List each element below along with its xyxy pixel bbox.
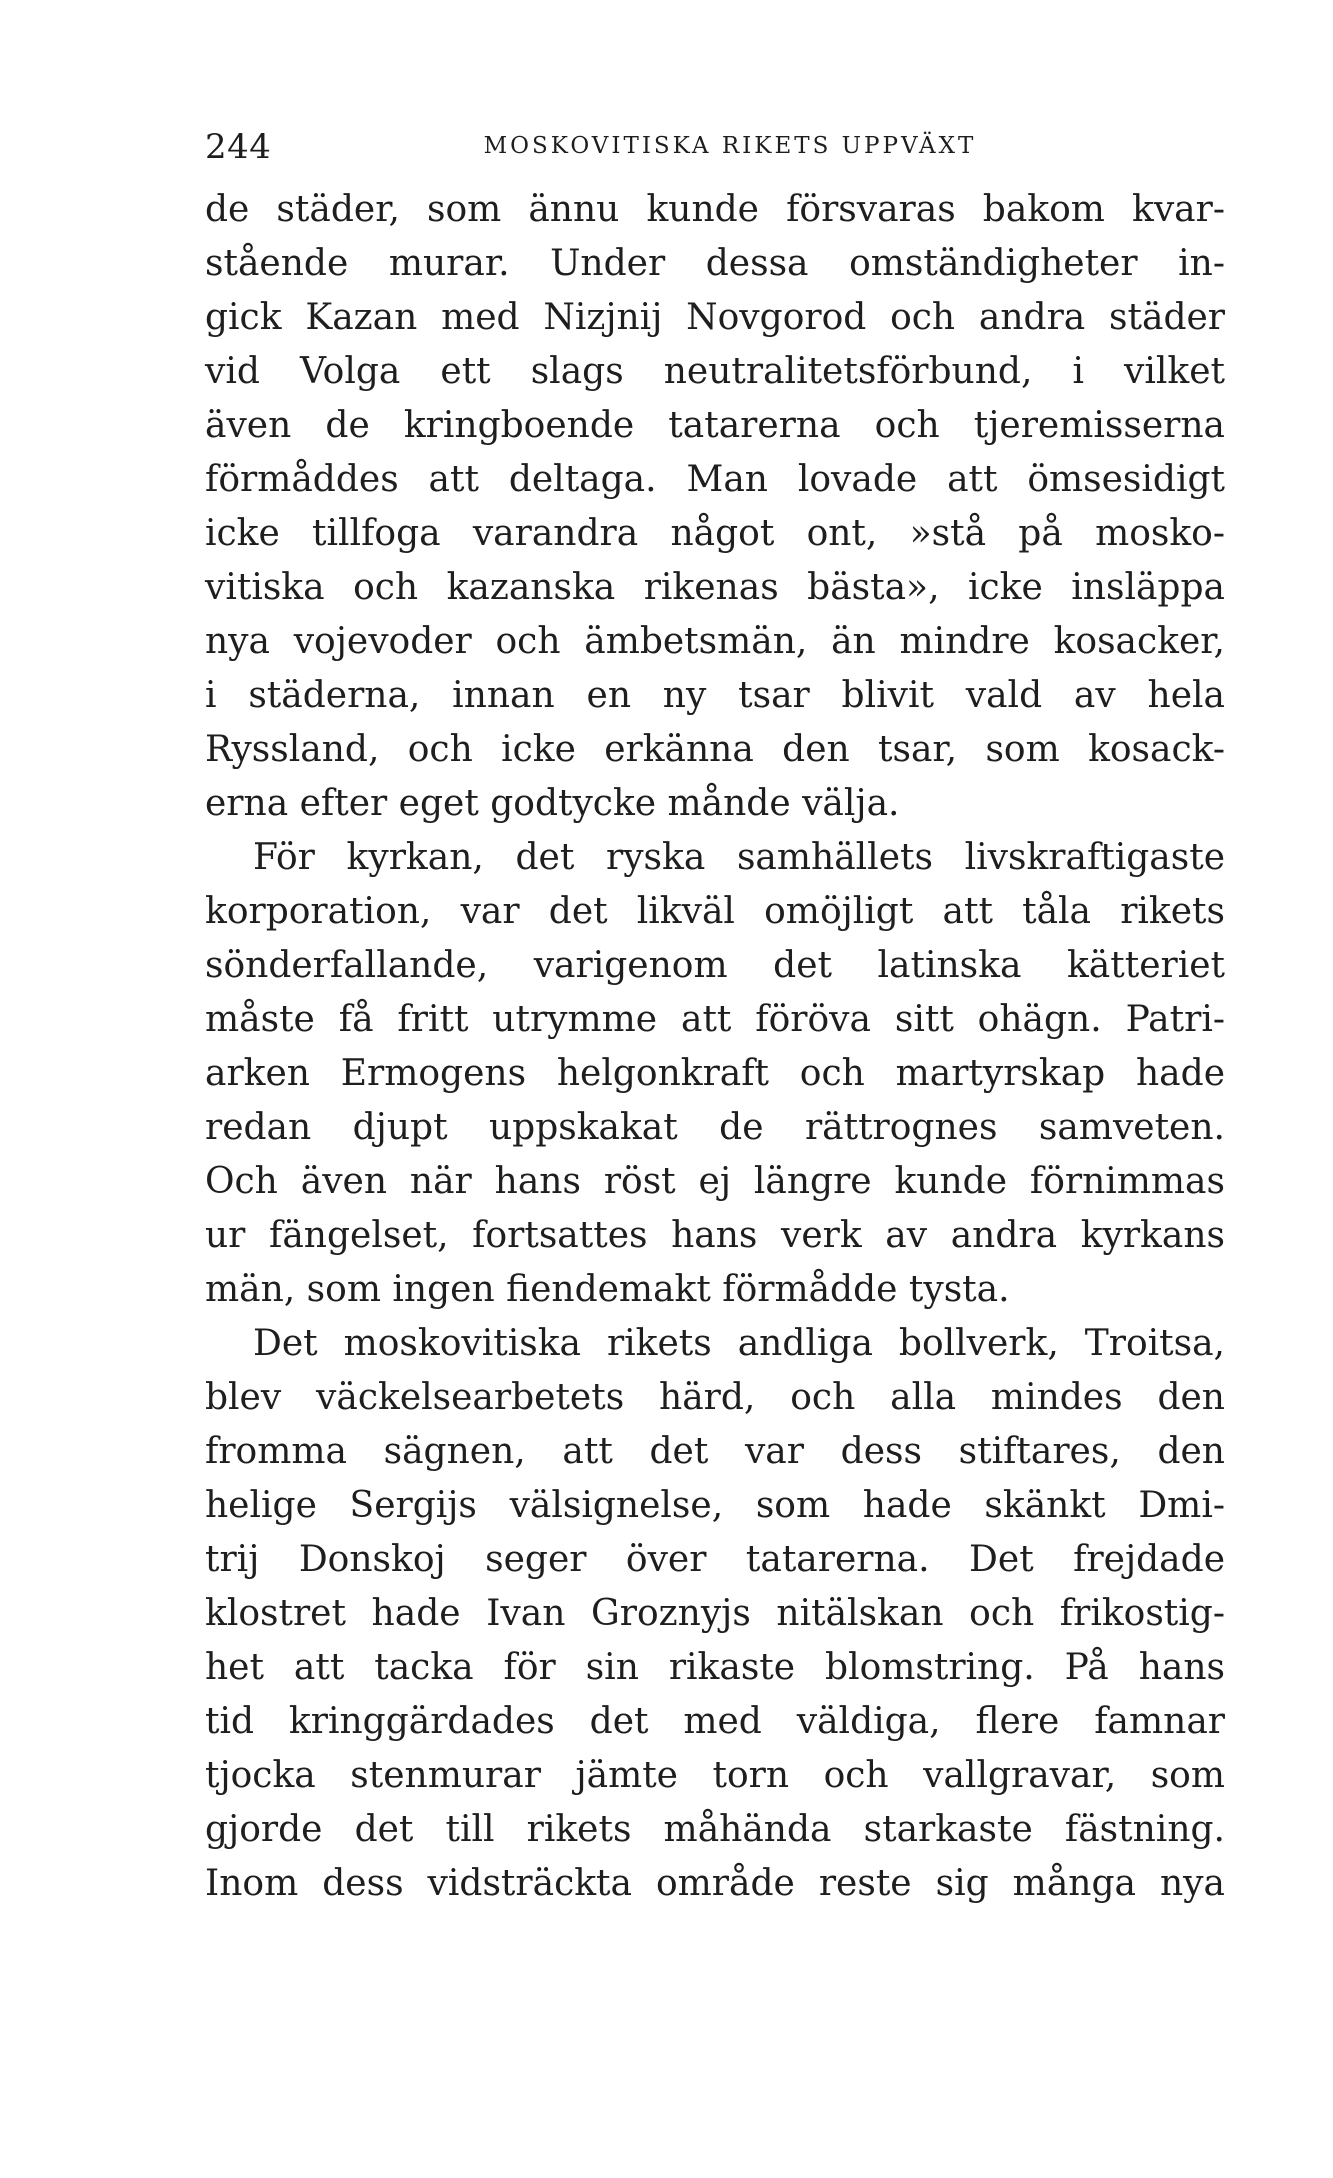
paragraph-end-line: erna efter eget godtycke månde välja. (205, 783, 900, 824)
paragraph-start-line: Det moskovitiska rikets andliga bollverk, Troitsa, (253, 1323, 1225, 1364)
text-line: i städerna, innan en ny tsar blivit vald av hela (205, 675, 1225, 716)
text-line: blev väckelsearbetets härd, och alla mindes den (205, 1377, 1225, 1418)
page-number: 244 (205, 127, 272, 167)
text-line: de städer, som ännu kunde försvaras bakom kvar- (205, 189, 1225, 230)
text-line: gjorde det till rikets måhända starkaste fästning. (205, 1809, 1225, 1850)
body-text (205, 183, 1225, 1911)
text-line: även de kringboende tatarerna och tjeremisserna (205, 405, 1225, 446)
text-line: arken Ermogens helgonkraft och martyrskap hade (205, 1053, 1225, 1094)
page-header (205, 127, 1225, 171)
text-line: icke tillfoga varandra något ont, »stå på mosko- (205, 513, 1225, 554)
running-head: MOSKOVITISKA RIKETS UPPVÄXT (483, 133, 977, 159)
text-line: tid kringgärdades det med väldiga, flere famnar (205, 1701, 1225, 1742)
text-line: korporation, var det likväl omöjligt att tåla rikets (205, 891, 1225, 932)
text-line: trij Donskoj seger över tatarerna. Det frejdade (205, 1539, 1225, 1580)
text-line: vid Volga ett slags neutralitetsförbund, i vilket (205, 351, 1225, 392)
text-line: redan djupt uppskakat de rättrognes samveten. (205, 1107, 1225, 1148)
text-line: Ryssland, och icke erkänna den tsar, som kosack- (205, 729, 1225, 770)
text-line: het att tacka för sin rikaste blomstring. På hans (205, 1647, 1225, 1688)
text-line: Inom dess vidsträckta område reste sig många nya (205, 1863, 1225, 1904)
text-line: gick Kazan med Nizjnij Novgorod och andra städer (205, 297, 1225, 338)
text-line: nya vojevoder och ämbetsmän, än mindre kosacker, (205, 621, 1225, 662)
text-line: fromma sägnen, att det var dess stiftares, den (205, 1431, 1225, 1472)
paragraph-end-line: män, som ingen fiendemakt förmådde tysta. (205, 1269, 1010, 1310)
text-line: stående murar. Under dessa omständigheter in- (205, 243, 1225, 284)
text-line: förmåddes att deltaga. Man lovade att ömsesidigt (205, 459, 1225, 500)
text-line: vitiska och kazanska rikenas bästa», icke insläppa (205, 567, 1225, 608)
paragraph-start-line: För kyrkan, det ryska samhällets livskraftigaste (253, 837, 1225, 878)
text-line: tjocka stenmurar jämte torn och vallgravar, som (205, 1755, 1225, 1796)
text-line: måste få fritt utrymme att föröva sitt ohägn. Patri- (205, 999, 1225, 1040)
text-line: sönderfallande, varigenom det latinska kätteriet (205, 945, 1225, 986)
text-line: Och även när hans röst ej längre kunde förnimmas (205, 1161, 1225, 1202)
text-line: klostret hade Ivan Groznyjs nitälskan och frikostig- (205, 1593, 1225, 1634)
text-line: helige Sergijs välsignelse, som hade skänkt Dmi- (205, 1485, 1225, 1526)
text-line: ur fängelset, fortsattes hans verk av andra kyrkans (205, 1215, 1225, 1256)
